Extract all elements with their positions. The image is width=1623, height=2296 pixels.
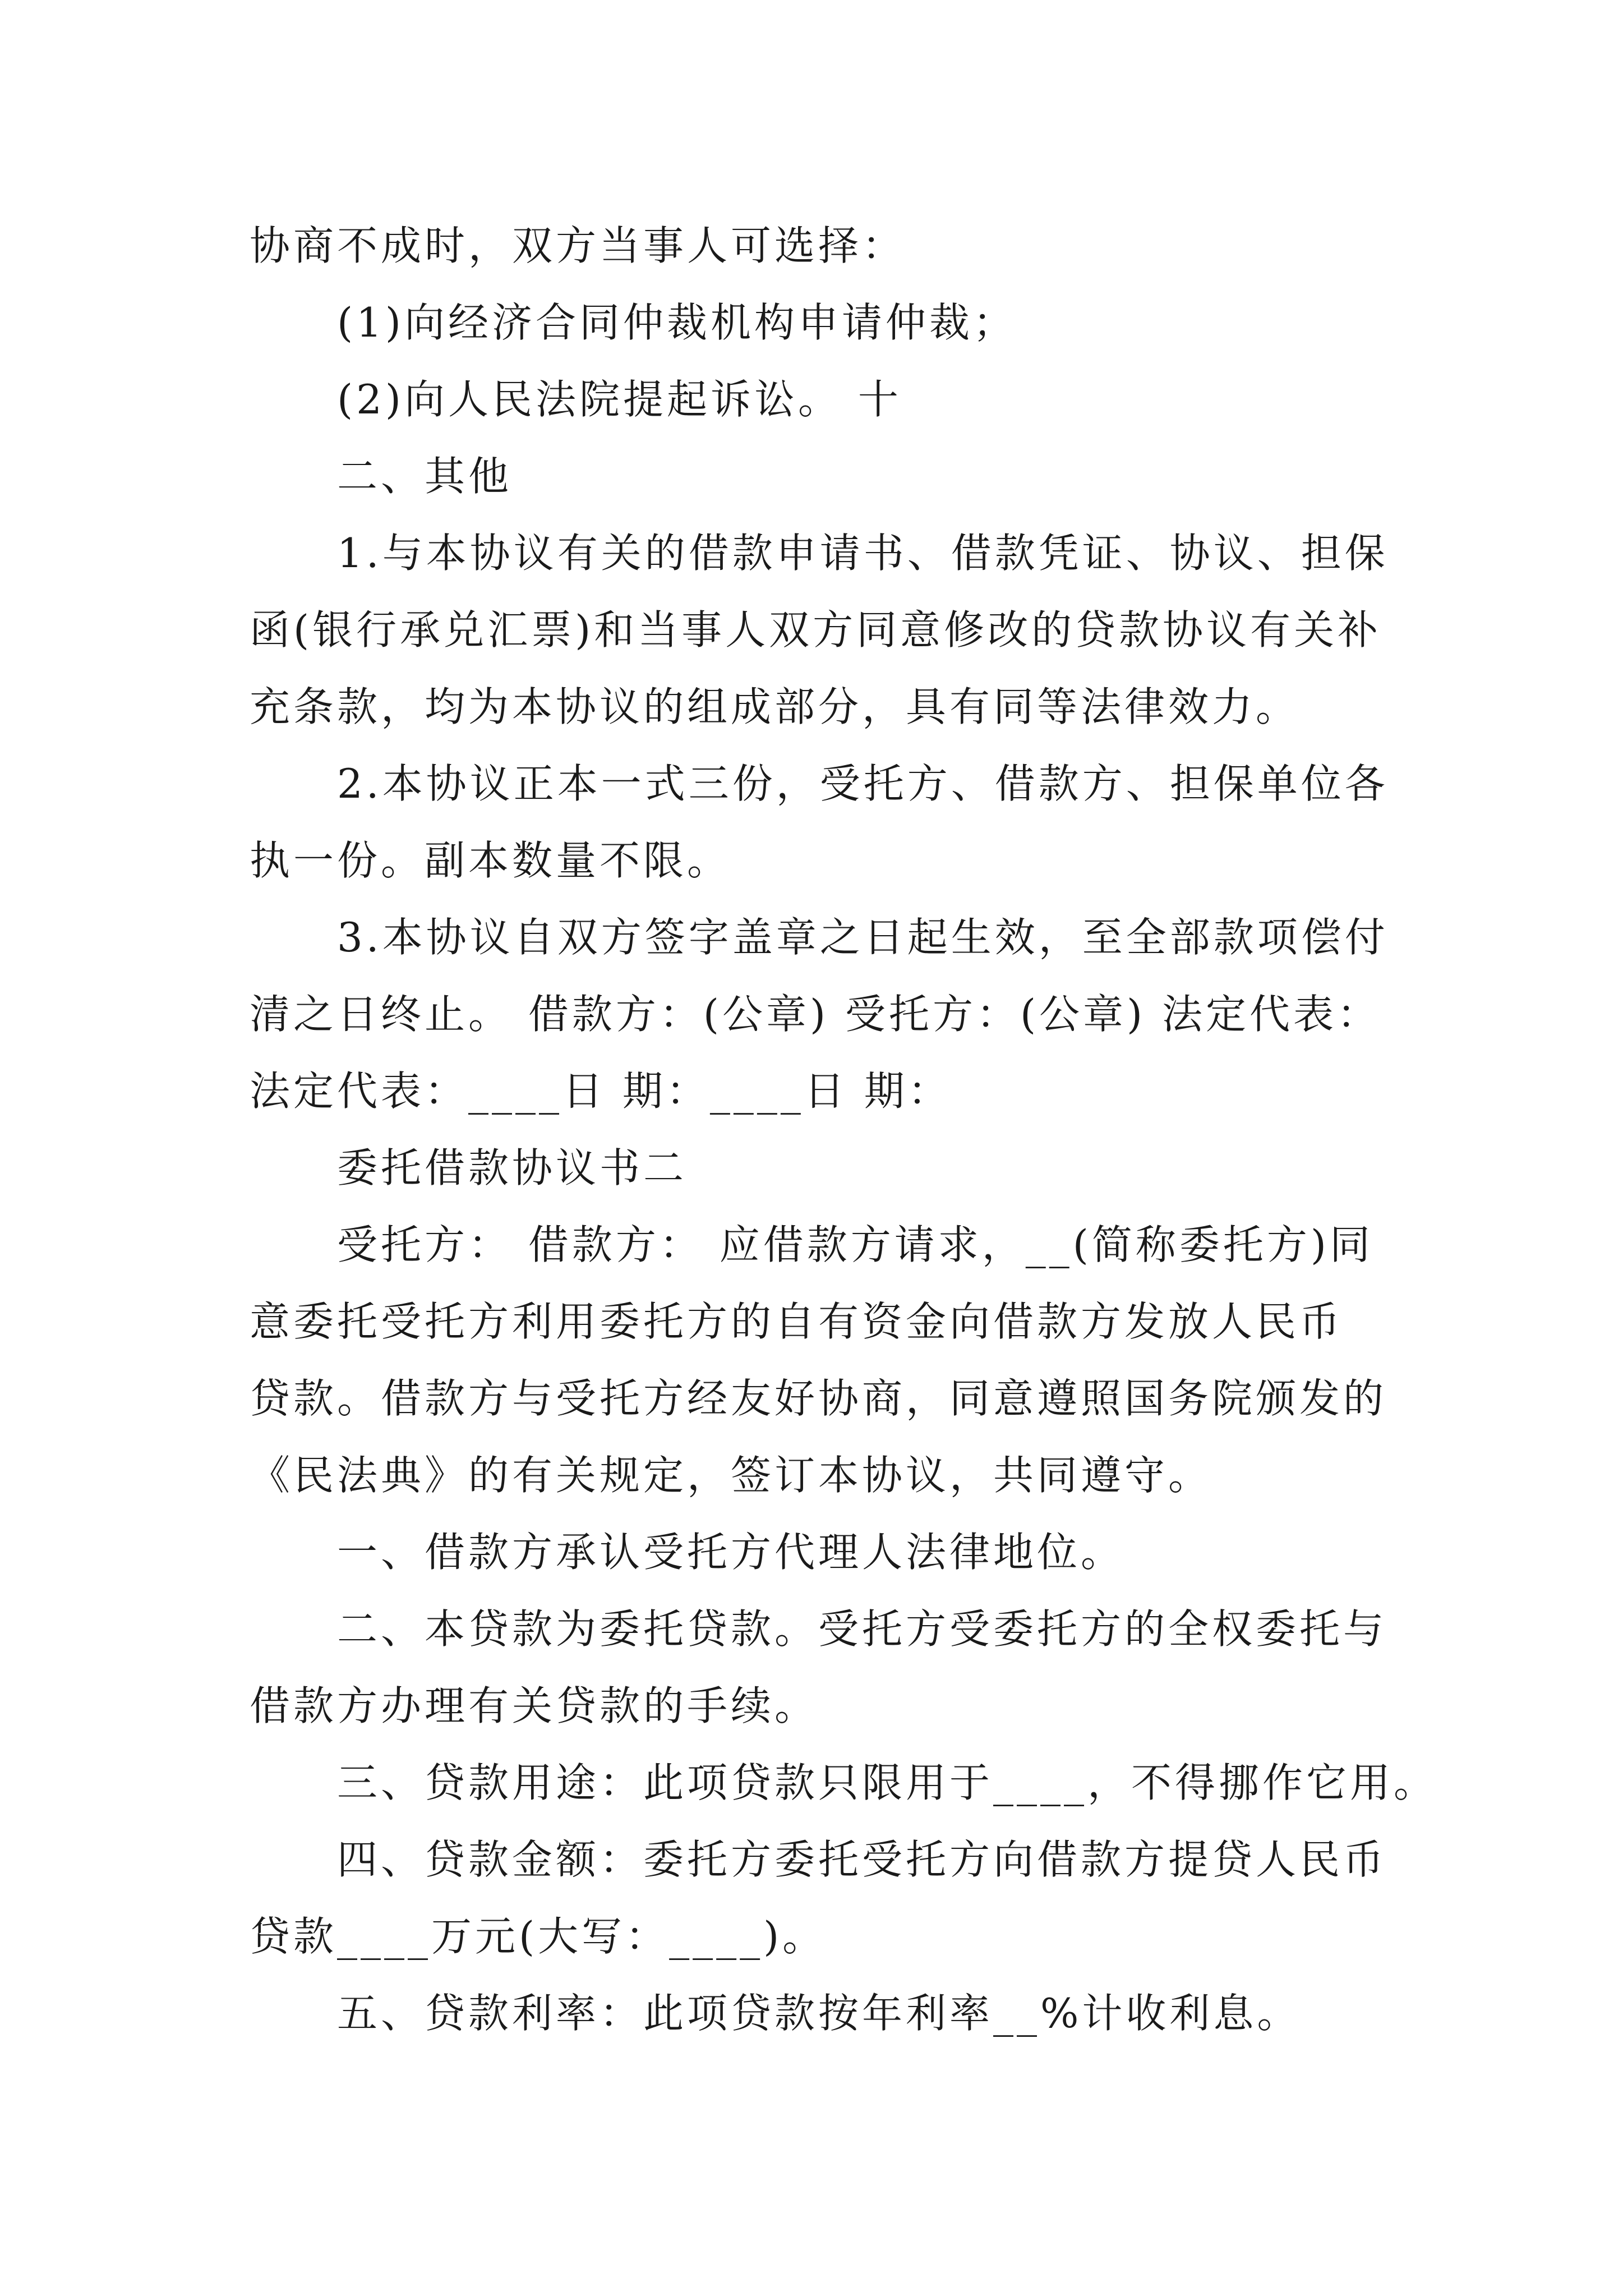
paragraph — [250, 899, 1399, 1130]
text-line: (1)向经济合同仲裁机构申请仲裁； — [337, 299, 1017, 346]
text-line: 意委托受托方利用委托方的自有资金向借款方发放人民币 — [250, 1298, 1344, 1345]
text-line: 1.与本协议有关的借款申请书、借款凭证、协议、担保 — [337, 530, 1389, 577]
text-line: 协商不成时，双方当事人可选择： — [250, 222, 906, 269]
document-page — [250, 208, 1438, 2052]
paragraph — [250, 746, 1399, 899]
paragraph — [250, 515, 1399, 746]
text-line: 法定代表：____日 期：____日 期： — [250, 1068, 952, 1115]
paragraph — [250, 1514, 1399, 1591]
text-line: 贷款。借款方与受托方经友好协商，同意遵照国务院颁发的 — [250, 1375, 1387, 1422]
text-line: 受托方： 借款方： 应借款方请求，__(简称委托方)同 — [337, 1221, 1373, 1268]
paragraph — [250, 284, 1399, 361]
paragraph — [250, 361, 1399, 438]
paragraph — [250, 208, 1399, 284]
document-subtitle — [250, 1130, 1399, 1207]
text-line: 四、贷款金额：委托方委托受托方向借款方提贷人民币 — [337, 1836, 1387, 1883]
text-line: 执一份。副本数量不限。 — [250, 837, 731, 884]
text-line: 函(银行承兑汇票)和当事人双方同意修改的贷款协议有关补 — [250, 606, 1382, 654]
text-line: 2.本协议正本一式三份，受托方、借款方、担保单位各 — [337, 760, 1389, 807]
text-line: 借款方办理有关贷款的手续。 — [250, 1682, 819, 1729]
text-line: 三、贷款用途：此项贷款只限用于____，不得挪作它用。 — [337, 1759, 1438, 1806]
text-line: (2)向人民法院提起诉讼。 十 — [337, 376, 902, 423]
paragraph — [250, 1591, 1399, 1745]
text-line: 《民法典》的有关规定，签订本协议，共同遵守。 — [250, 1452, 1212, 1499]
text-line: 3.本协议自双方签字盖章之日起生效，至全部款项偿付 — [337, 914, 1389, 961]
paragraph — [250, 1975, 1399, 2052]
text-line: 五、贷款利率：此项贷款按年利率__%计收利息。 — [337, 1990, 1301, 2037]
text-line: 一、借款方承认受托方代理人法律地位。 — [337, 1529, 1125, 1576]
text-line: 二、其他 — [337, 453, 513, 500]
section-heading — [250, 438, 1399, 515]
text-line: 贷款____万元(大写：____)。 — [250, 1913, 827, 1960]
text-line: 二、本贷款为委托贷款。受托方受委托方的全权委托与 — [337, 1605, 1387, 1653]
text-line: 委托借款协议书二 — [337, 1144, 688, 1191]
paragraph — [250, 1745, 1438, 1821]
paragraph — [250, 1207, 1399, 1514]
text-line: 充条款，均为本协议的组成部分，具有同等法律效力。 — [250, 683, 1300, 730]
text-line: 清之日终止。 借款方：(公章) 受托方：(公章) 法定代表： — [250, 991, 1381, 1038]
paragraph — [250, 1821, 1399, 1975]
